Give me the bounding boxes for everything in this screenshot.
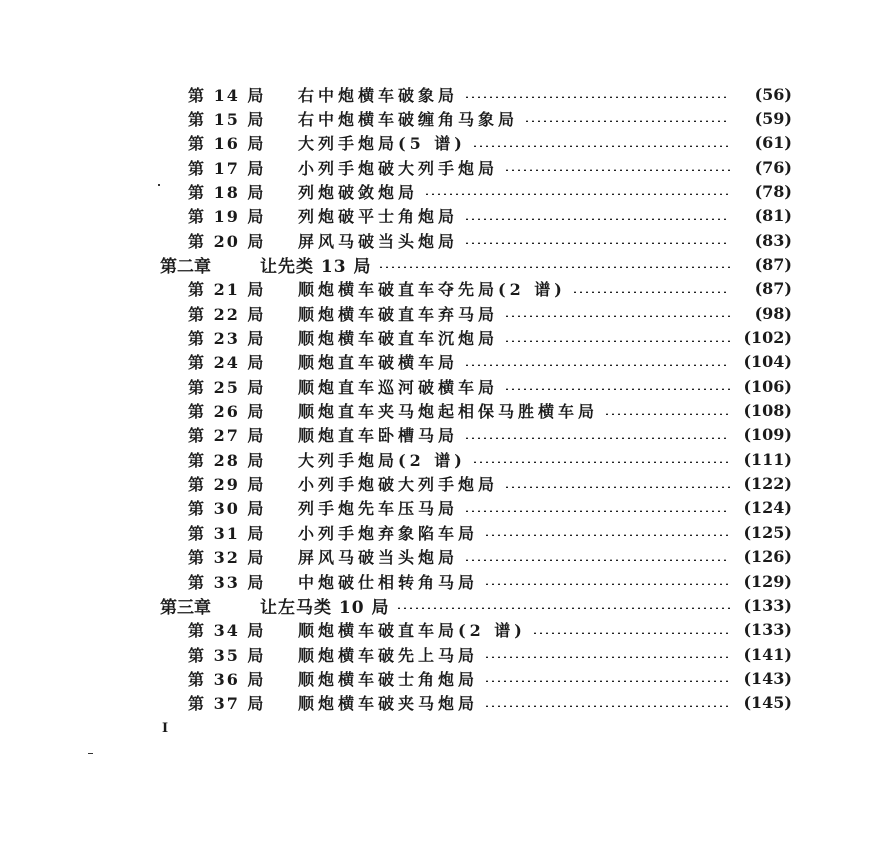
toc-entry-row (188, 155, 792, 179)
toc-entry-row (188, 106, 792, 130)
dot-leader (484, 656, 730, 658)
entry-title: 顺炮横车破直车沉炮局 (298, 329, 499, 348)
entry-title: 中炮破仕相转角马局 (298, 572, 479, 592)
dot-leader (504, 388, 730, 390)
entry-title: 顺炮横车破先上马局 (298, 645, 479, 665)
entry-number: 第 16 局 (188, 134, 266, 154)
page-number: (78) (754, 181, 792, 201)
dot-leader (464, 559, 730, 561)
toc-entry-row (188, 277, 792, 301)
entry-number: 第 36 局 (188, 669, 266, 689)
entry-title: 顺炮直车巡河破横车局 (298, 377, 499, 397)
dot-leader (464, 96, 730, 98)
entry-number: 第 23 局 (188, 329, 266, 348)
toc-entry-row (188, 666, 792, 690)
entry-title: 右中炮横车破缠角马象局 (298, 109, 519, 129)
page-number: (61) (754, 133, 792, 153)
dot-leader (504, 340, 730, 342)
entry-title: 大列手炮局(5 谱) (298, 134, 466, 154)
scan-speck (88, 753, 93, 754)
entry-title: 屏风马破当头炮局 (298, 231, 459, 251)
page-number: (76) (754, 157, 792, 177)
entry-title: 顺炮横车破夹马炮局 (298, 694, 479, 714)
entry-number: 第 21 局 (188, 280, 266, 300)
dot-leader (464, 437, 730, 439)
page-number: (56) (754, 84, 792, 104)
dot-leader (464, 242, 730, 244)
page-number: (126) (743, 547, 792, 567)
chapter-number: 第二章 (160, 256, 211, 277)
entry-number: 第 35 局 (188, 645, 266, 665)
dot-leader (484, 680, 730, 682)
entry-title: 顺炮横车破直车弃马局 (298, 304, 499, 324)
toc-entry-row (188, 326, 792, 350)
entry-title: 列炮破敛炮局 (298, 182, 419, 202)
dot-leader (524, 120, 730, 122)
toc-entry-row (188, 131, 792, 155)
entry-title: 顺炮直车卧槽马局 (298, 426, 459, 446)
entry-number: 第 19 局 (188, 207, 266, 227)
page-number: (109) (743, 425, 792, 445)
page-number: (133) (743, 620, 792, 640)
toc-entry-row (188, 82, 792, 106)
entry-number: 第 31 局 (188, 523, 266, 543)
entry-number: 第 37 局 (188, 694, 266, 714)
page-number: (145) (743, 693, 792, 713)
toc-entry-row (188, 447, 792, 471)
entry-number: 第 28 局 (188, 450, 266, 470)
dot-leader (396, 607, 731, 609)
entry-number: 第 26 局 (188, 402, 266, 422)
entry-title: 顺炮横车破士角炮局 (298, 669, 479, 689)
dot-leader (424, 193, 730, 195)
entry-number: 第 25 局 (188, 377, 266, 397)
page-number: (111) (743, 449, 792, 469)
page-number: (81) (754, 206, 792, 226)
toc-entry-row (188, 301, 792, 325)
dot-leader (484, 705, 730, 707)
dot-leader (464, 510, 730, 512)
entry-number: 第 34 局 (188, 621, 266, 641)
dot-leader (472, 461, 730, 463)
entry-number: 第 14 局 (188, 85, 266, 105)
dot-leader (472, 145, 730, 147)
entry-title: 顺炮横车破直车夺先局(2 谱) (298, 280, 566, 300)
entry-number: 第 32 局 (188, 548, 266, 568)
dot-leader (504, 315, 730, 317)
chapter-title: 让先类 13 局 (260, 256, 372, 277)
page-number: (122) (743, 474, 792, 494)
entry-number: 第 18 局 (188, 182, 266, 202)
dot-leader (532, 632, 730, 634)
dot-leader (504, 486, 730, 488)
page-number: (87) (754, 254, 792, 274)
toc-entry-row (188, 179, 792, 203)
entry-title: 顺炮直车破横车局 (298, 353, 459, 373)
entry-number: 第 27 局 (188, 426, 266, 446)
dot-leader (604, 413, 730, 415)
page-number: (124) (743, 498, 792, 518)
toc-entry-row (188, 545, 792, 569)
page-number: (143) (743, 668, 792, 688)
toc-entry-row (188, 642, 792, 666)
entry-title: 列手炮先车压马局 (298, 499, 459, 519)
page-number: (133) (743, 595, 792, 615)
entry-number: 第 17 局 (188, 158, 266, 178)
scan-speck (158, 184, 160, 186)
toc-entry-row (188, 228, 792, 252)
page-number: (106) (743, 376, 792, 396)
page-number: (83) (754, 230, 792, 250)
entry-number: 第 15 局 (188, 109, 266, 129)
page-number: (141) (743, 644, 792, 664)
page-number: (108) (743, 401, 792, 421)
page-number: (129) (743, 571, 792, 591)
entry-number: 第 22 局 (188, 304, 266, 324)
toc-entry-row (188, 423, 792, 447)
toc-entry-row (188, 472, 792, 496)
dot-leader (464, 364, 730, 366)
entry-number: 第 24 局 (188, 353, 266, 373)
entry-title: 小列手炮破大列手炮局 (298, 158, 499, 178)
toc-chapter-row (160, 593, 792, 617)
toc-entry-row (188, 399, 792, 423)
entry-number: 第 33 局 (188, 572, 266, 592)
dot-leader (378, 266, 731, 268)
entry-title: 顺炮横车破直车局(2 谱) (298, 621, 526, 641)
entry-title: 大列手炮局(2 谱) (298, 450, 466, 470)
entry-title: 列炮破平士角炮局 (298, 207, 459, 227)
chapter-number: 第三章 (160, 597, 211, 618)
toc-entry-row (188, 618, 792, 642)
page-number: (87) (754, 279, 792, 299)
entry-title: 右中炮横车破象局 (298, 85, 459, 105)
page-number: (98) (754, 303, 792, 323)
page-number: (125) (743, 522, 792, 542)
entry-number: 第 20 局 (188, 231, 266, 251)
chapter-title: 让左马类 10 局 (260, 597, 390, 618)
entry-title: 小列手炮破大列手炮局 (298, 475, 499, 495)
toc-entry-row (188, 496, 792, 520)
page-folio: I (162, 721, 169, 736)
toc-entry-row (188, 691, 792, 715)
page-number: (102) (743, 328, 792, 347)
toc-chapter-row (160, 252, 792, 276)
page-number: (59) (754, 108, 792, 128)
dot-leader (484, 583, 730, 585)
dot-leader (464, 218, 730, 220)
toc-entry-row (188, 374, 792, 398)
dot-leader (504, 169, 730, 171)
toc-entry-row (188, 204, 792, 228)
toc-entry-row (188, 569, 792, 593)
entry-title: 屏风马破当头炮局 (298, 548, 459, 568)
dot-leader (484, 534, 730, 536)
page-number: (104) (743, 352, 792, 372)
entry-number: 第 30 局 (188, 499, 266, 519)
entry-number: 第 29 局 (188, 475, 266, 495)
toc-entry-row (188, 350, 792, 374)
entry-title: 顺炮直车夹马炮起相保马胜横车局 (298, 402, 599, 422)
toc-entry-row (188, 520, 792, 544)
dot-leader (572, 291, 730, 293)
entry-title: 小列手炮弃象陷车局 (298, 523, 479, 543)
